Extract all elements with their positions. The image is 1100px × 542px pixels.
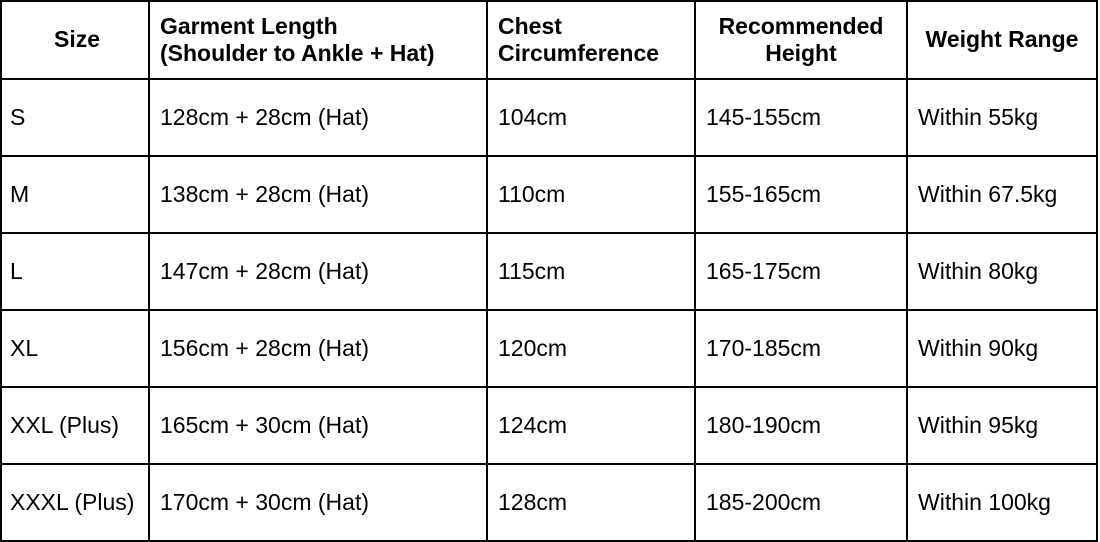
cell-weight: Within 80kg: [907, 233, 1097, 310]
cell-height: 170-185cm: [695, 310, 907, 387]
cell-weight: Within 55kg: [907, 79, 1097, 156]
table-header-row: [1, 1, 1097, 79]
cell-garment-length: 165cm + 30cm (Hat): [149, 387, 487, 464]
table-row: [1, 156, 1097, 233]
table-body: [1, 79, 1097, 541]
column-header-size-label: Size: [53, 26, 101, 53]
column-header-size: [1, 1, 149, 79]
cell-chest: 120cm: [487, 310, 695, 387]
cell-height: 155-165cm: [695, 156, 907, 233]
column-header-weight-label: Weight Range: [925, 26, 1079, 53]
cell-weight: Within 67.5kg: [907, 156, 1097, 233]
cell-size: XXL (Plus): [1, 387, 149, 464]
column-header-weight: [907, 1, 1097, 79]
column-header-chest: [487, 1, 695, 79]
cell-garment-length: 147cm + 28cm (Hat): [149, 233, 487, 310]
cell-size: S: [1, 79, 149, 156]
table-row: [1, 387, 1097, 464]
cell-height: 165-175cm: [695, 233, 907, 310]
cell-height: 180-190cm: [695, 387, 907, 464]
column-header-height: [695, 1, 907, 79]
cell-weight: Within 90kg: [907, 310, 1097, 387]
cell-size: XL: [1, 310, 149, 387]
table-header: [1, 1, 1097, 79]
column-header-garment-length-label: Garment Length: [160, 12, 338, 39]
column-header-chest-sublabel: Circumference: [498, 40, 660, 66]
cell-height: 145-155cm: [695, 79, 907, 156]
cell-garment-length: 138cm + 28cm (Hat): [149, 156, 487, 233]
cell-garment-length: 156cm + 28cm (Hat): [149, 310, 487, 387]
table-row: [1, 310, 1097, 387]
cell-size: L: [1, 233, 149, 310]
cell-chest: 124cm: [487, 387, 695, 464]
cell-chest: 115cm: [487, 233, 695, 310]
cell-garment-length: 128cm + 28cm (Hat): [149, 79, 487, 156]
table-row: [1, 233, 1097, 310]
column-header-chest-label: Chest: [498, 12, 562, 39]
cell-chest: 110cm: [487, 156, 695, 233]
column-header-garment-length: [149, 1, 487, 79]
column-header-height-label: Recommended: [718, 12, 884, 39]
table-row: [1, 464, 1097, 541]
cell-weight: Within 95kg: [907, 387, 1097, 464]
cell-weight: Within 100kg: [907, 464, 1097, 541]
column-header-height-sublabel: Height: [765, 40, 837, 66]
cell-garment-length: 170cm + 30cm (Hat): [149, 464, 487, 541]
cell-height: 185-200cm: [695, 464, 907, 541]
cell-chest: 128cm: [487, 464, 695, 541]
cell-size: XXXL (Plus): [1, 464, 149, 541]
cell-size: M: [1, 156, 149, 233]
column-header-garment-length-sublabel: (Shoulder to Ankle + Hat): [160, 40, 435, 66]
cell-chest: 104cm: [487, 79, 695, 156]
table-row: [1, 79, 1097, 156]
